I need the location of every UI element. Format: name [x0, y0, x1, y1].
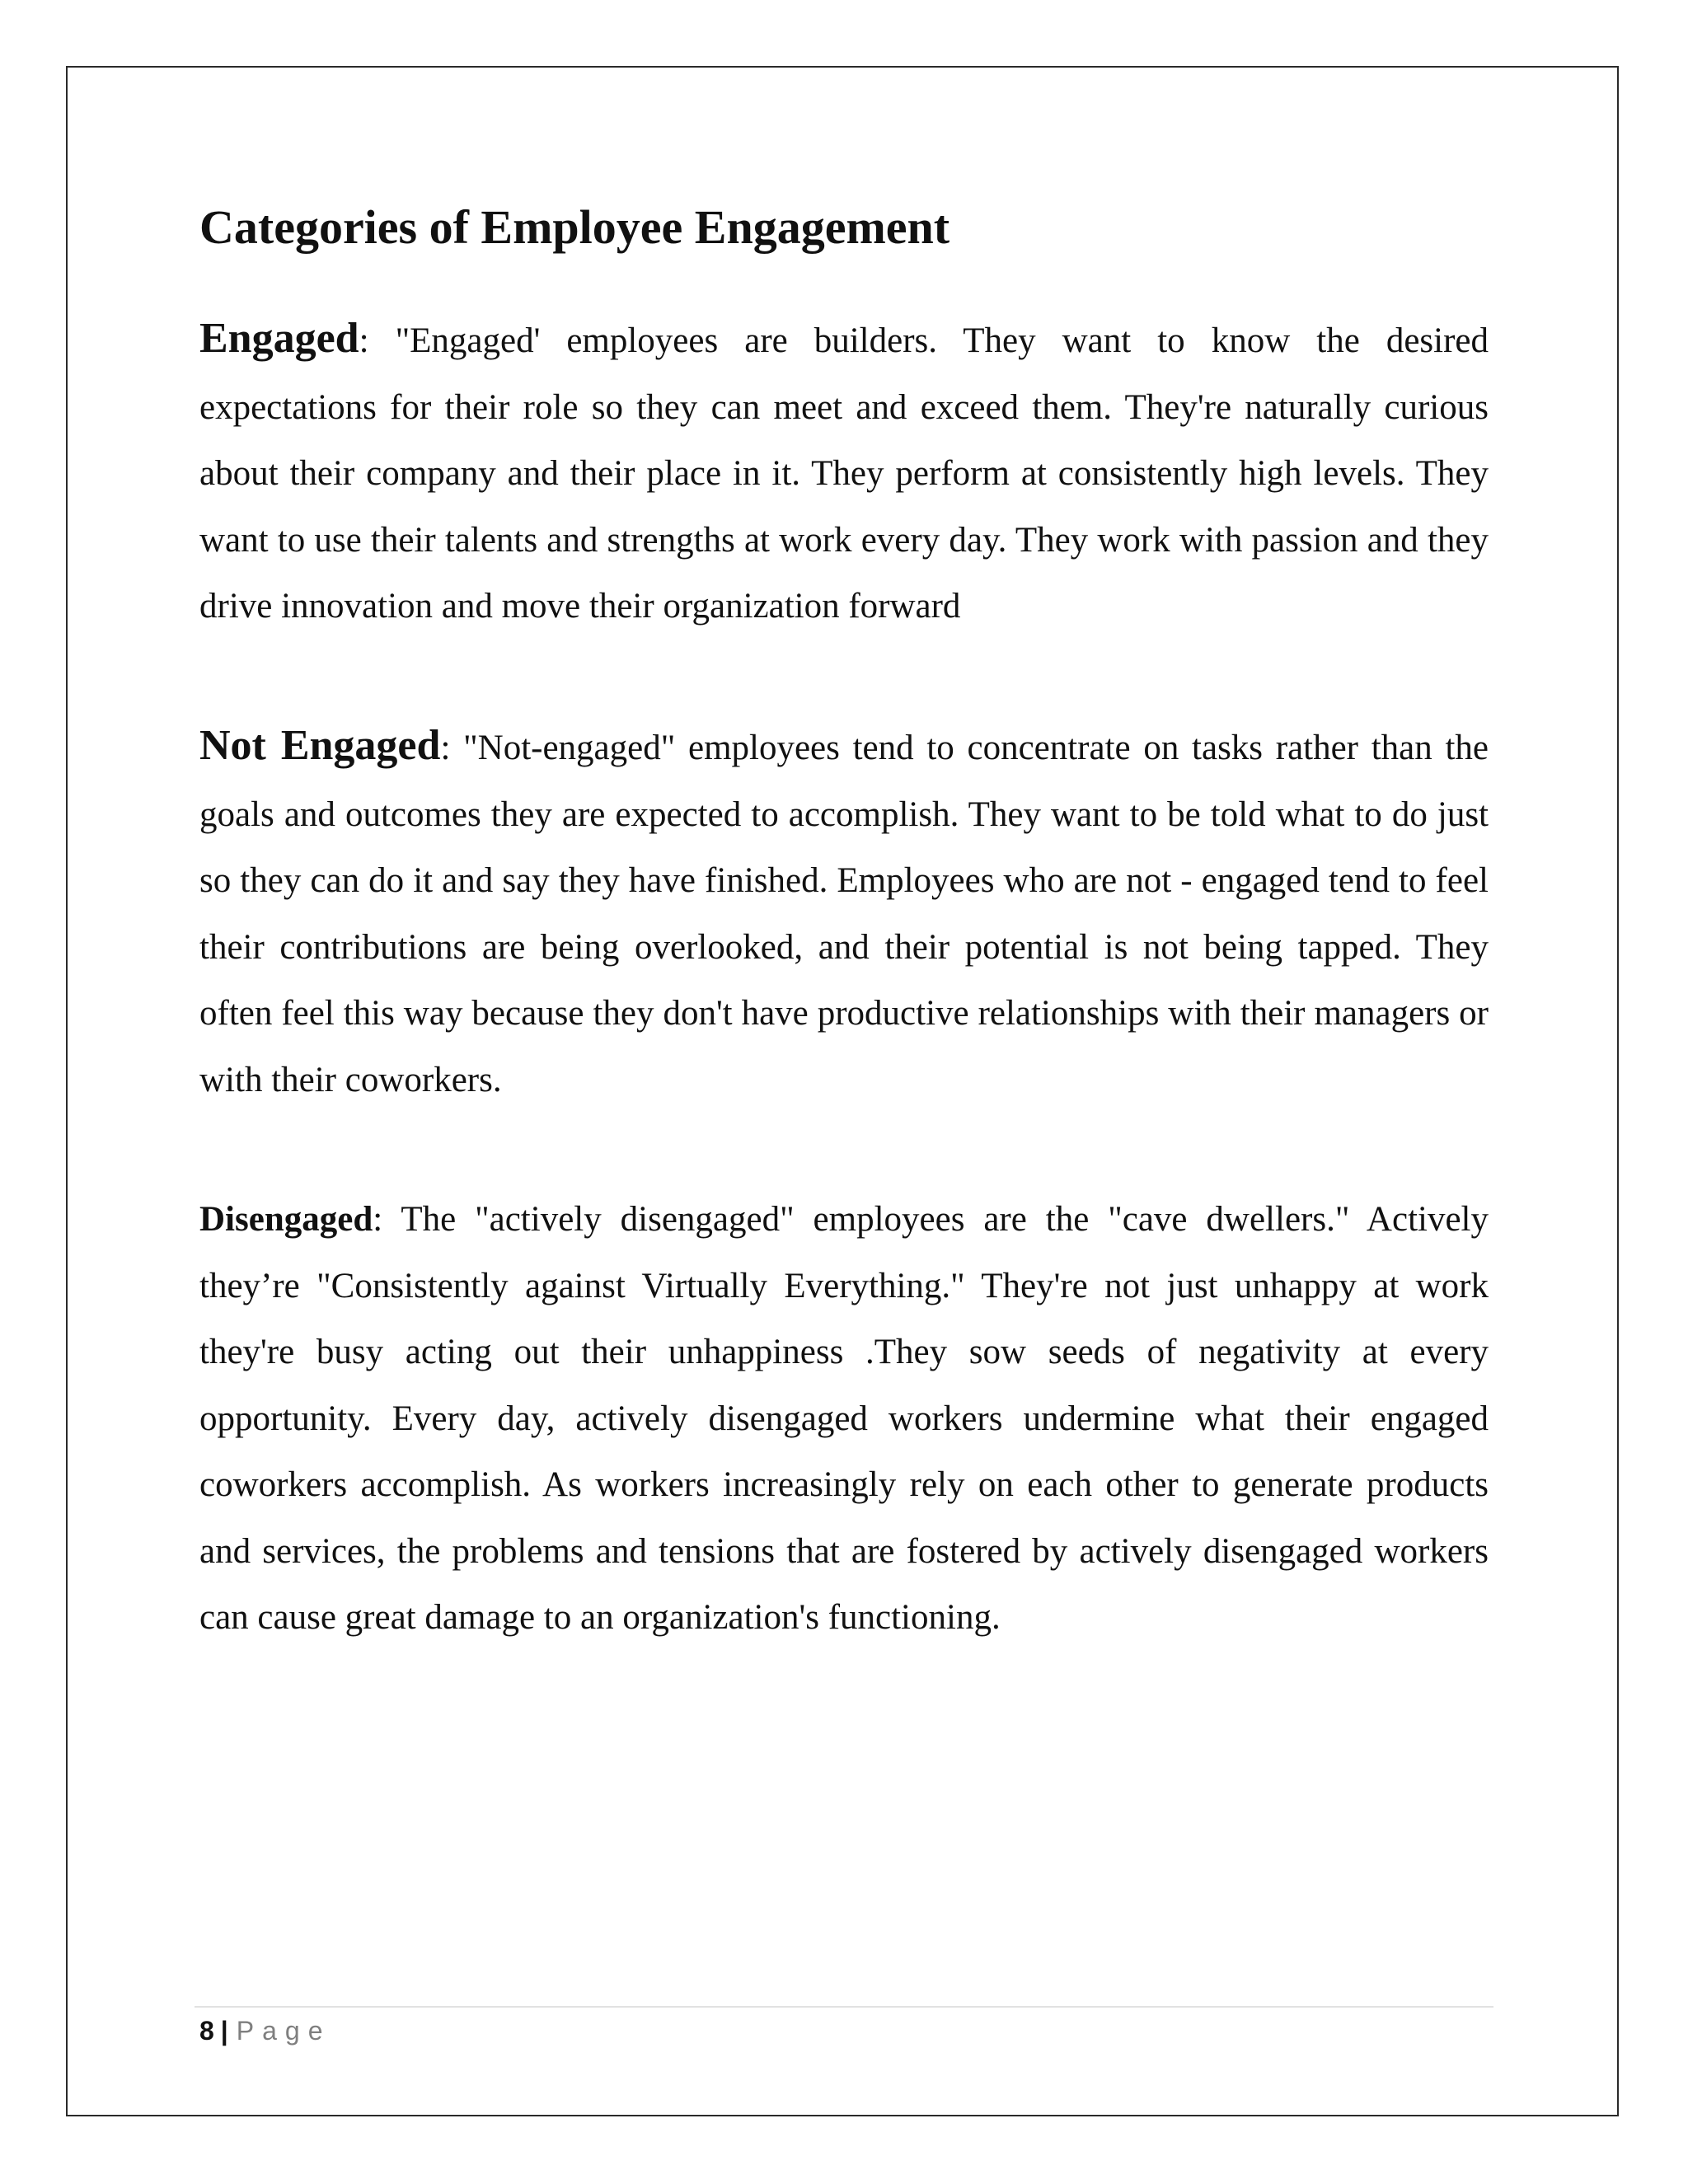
paragraph-not-engaged	[199, 713, 1489, 1113]
term-engaged: Engaged	[199, 315, 359, 362]
page-title: Categories of Employee Engagement	[199, 200, 950, 254]
page-label: Page	[236, 2016, 331, 2046]
page-footer	[199, 2011, 331, 2050]
term-not-engaged: Not Engaged	[199, 722, 441, 769]
body-engaged: : "Engaged' employees are builders. They want to know the desired expectations for their role so they can meet and exceed them. They're naturally curious about their company and their place in it. They perform at consistently high levels. They want to use their talents and strengths at work every day. They work with passion and they drive innovation and move their organization forward	[199, 321, 1489, 626]
paragraph-engaged	[199, 306, 1489, 640]
footer-divider	[195, 2006, 1493, 2008]
body-not-engaged: : "Not-engaged" employees tend to concentrate on tasks rather than the goals and outcomes they are expected to accomplish. They want to be told what to do just so they can do it and say they have finished. Employees who are not - engaged tend to feel their contributions are being overlooked, and their potential is not being tapped. They often feel this way because they don't have productive relationships with their managers or with their coworkers.	[199, 729, 1489, 1099]
paragraph-disengaged	[199, 1187, 1489, 1652]
page-number: 8	[199, 2016, 214, 2046]
term-disengaged: Disengaged	[199, 1200, 373, 1239]
body-disengaged: : The "actively disengaged" employees are the "cave dwellers." Actively they’re "Consistently against Virtually Everything." They're not just unhappy at work they're busy acting out their unhappiness .They sow seeds of negativity at every opportunity. Every day, actively disengaged workers undermine what their engaged coworkers accomplish. As workers increasingly rely on each other to generate products and services, the problems and tensions that are fostered by actively disengaged workers can cause great damage to an organization's functioning.	[199, 1200, 1489, 1637]
footer-separator: |	[220, 2016, 228, 2046]
